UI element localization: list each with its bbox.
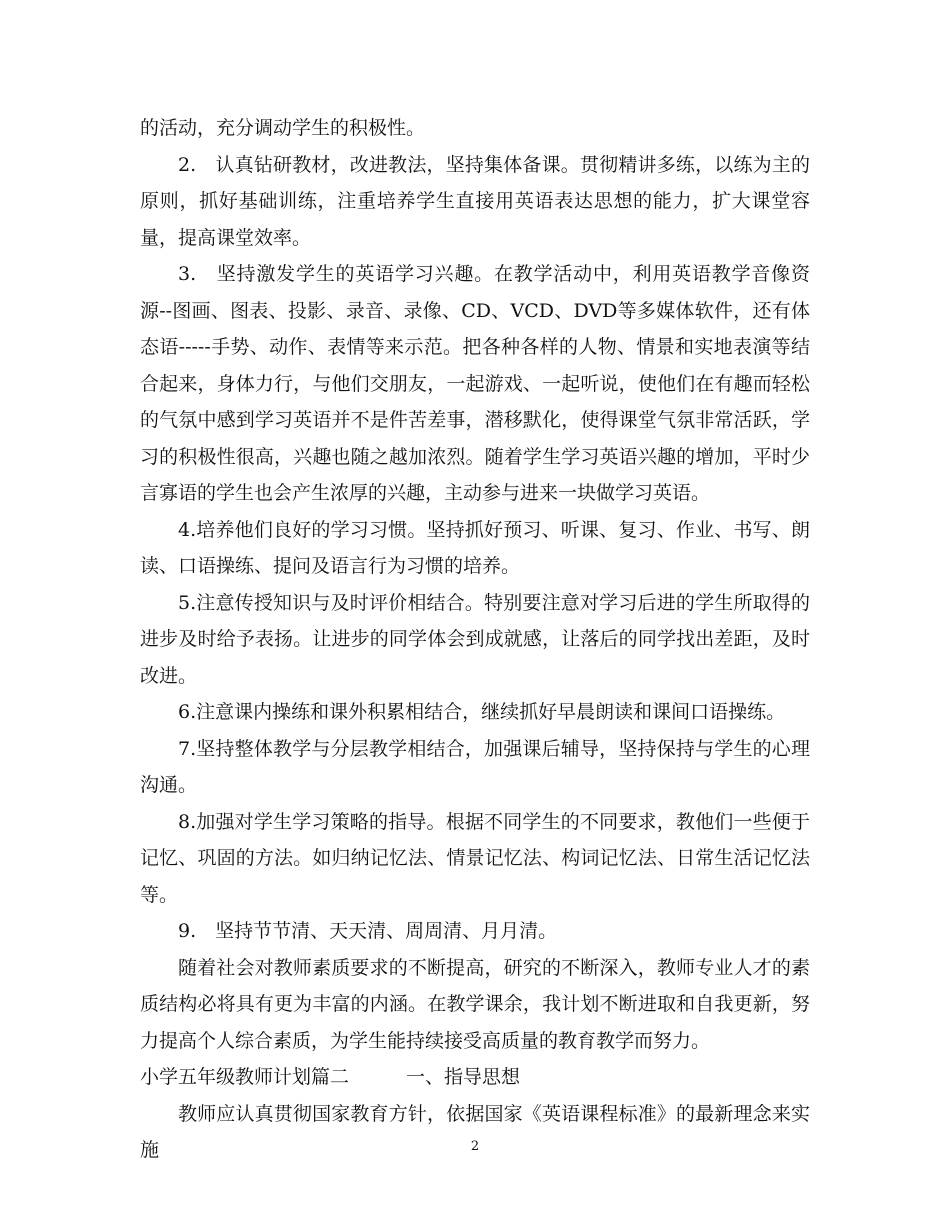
paragraph-item-6: 6.注意课内操练和课外积累相结合，继续抓好早晨朗读和课间口语操练。	[178, 701, 786, 723]
document-body	[140, 110, 810, 1169]
paragraph-item-2: 2. 认真钻研教材，改进教法，坚持集体备课。贯彻精讲多练，以练为主的原则，抓好基础训练，注重培养学生直接用英语表达思想的能力，扩大课堂容量，提高课堂效率。	[140, 153, 810, 249]
paragraph-guiding-thought: 教师应认真贯彻国家教育方针，依据国家《英语课程标准》的最新理念来实施	[140, 1102, 810, 1161]
paragraph-item-3: 3. 坚持激发学生的英语学习兴趣。在教学活动中，利用英语教学音像资源--图画、图表、投影、录音、录像、CD、VCD、DVD等多媒体软件，还有体态语-----手势、动作、表情等来示范。把各种各样的人物、情景和实地表演等结合起来，身体力行，与他们交朋友，一起游戏、一起听说，使他们在有趣而轻松的气氛中感到学习英语并不是件苦差事，潜移默化，使得课堂气氛非常活跃，学习的积极性很高，兴趣也随之越加浓烈。随着学生学习英语兴趣的增加，平时少言寡语的学生也会产生浓厚的兴趣，主动参与进来一块做学习英语。	[140, 263, 810, 504]
paragraph-item-9: 9. 坚持节节清、天天清、周周清、月月清。	[178, 920, 558, 942]
paragraph-item-7: 7.坚持整体教学与分层教学相结合，加强课后辅导，坚持保持与学生的心理沟通。	[140, 737, 810, 796]
section-heading: 小学五年级教师计划篇二 一、指导思想	[140, 1066, 521, 1088]
paragraph-continuation: 的活动，充分调动学生的积极性。	[140, 117, 426, 139]
page-number: 2	[470, 1139, 480, 1154]
paragraph-item-4: 4.培养他们良好的学习习惯。坚持抓好预习、听课、复习、作业、书写、朗读、口语操练、提问及语言行为习惯的培养。	[140, 518, 810, 577]
paragraph-conclusion: 随着社会对教师素质要求的不断提高，研究的不断深入，教师专业人才的素质结构必将具有更为丰富的内涵。在教学课余，我计划不断进取和自我更新，努力提高个人综合素质，为学生能持续接受高质量的教育教学而努力。	[140, 956, 810, 1052]
paragraph-item-8: 8.加强对学生学习策略的指导。根据不同学生的不同要求，教他们一些便于记忆、巩固的方法。如归纳记忆法、情景记忆法、构词记忆法、日常生活记忆法等。	[140, 810, 810, 906]
paragraph-item-5: 5.注意传授知识与及时评价相结合。特别要注意对学习后进的学生所取得的进步及时给予表扬。让进步的同学体会到成就感，让落后的同学找出差距，及时改进。	[140, 591, 810, 687]
